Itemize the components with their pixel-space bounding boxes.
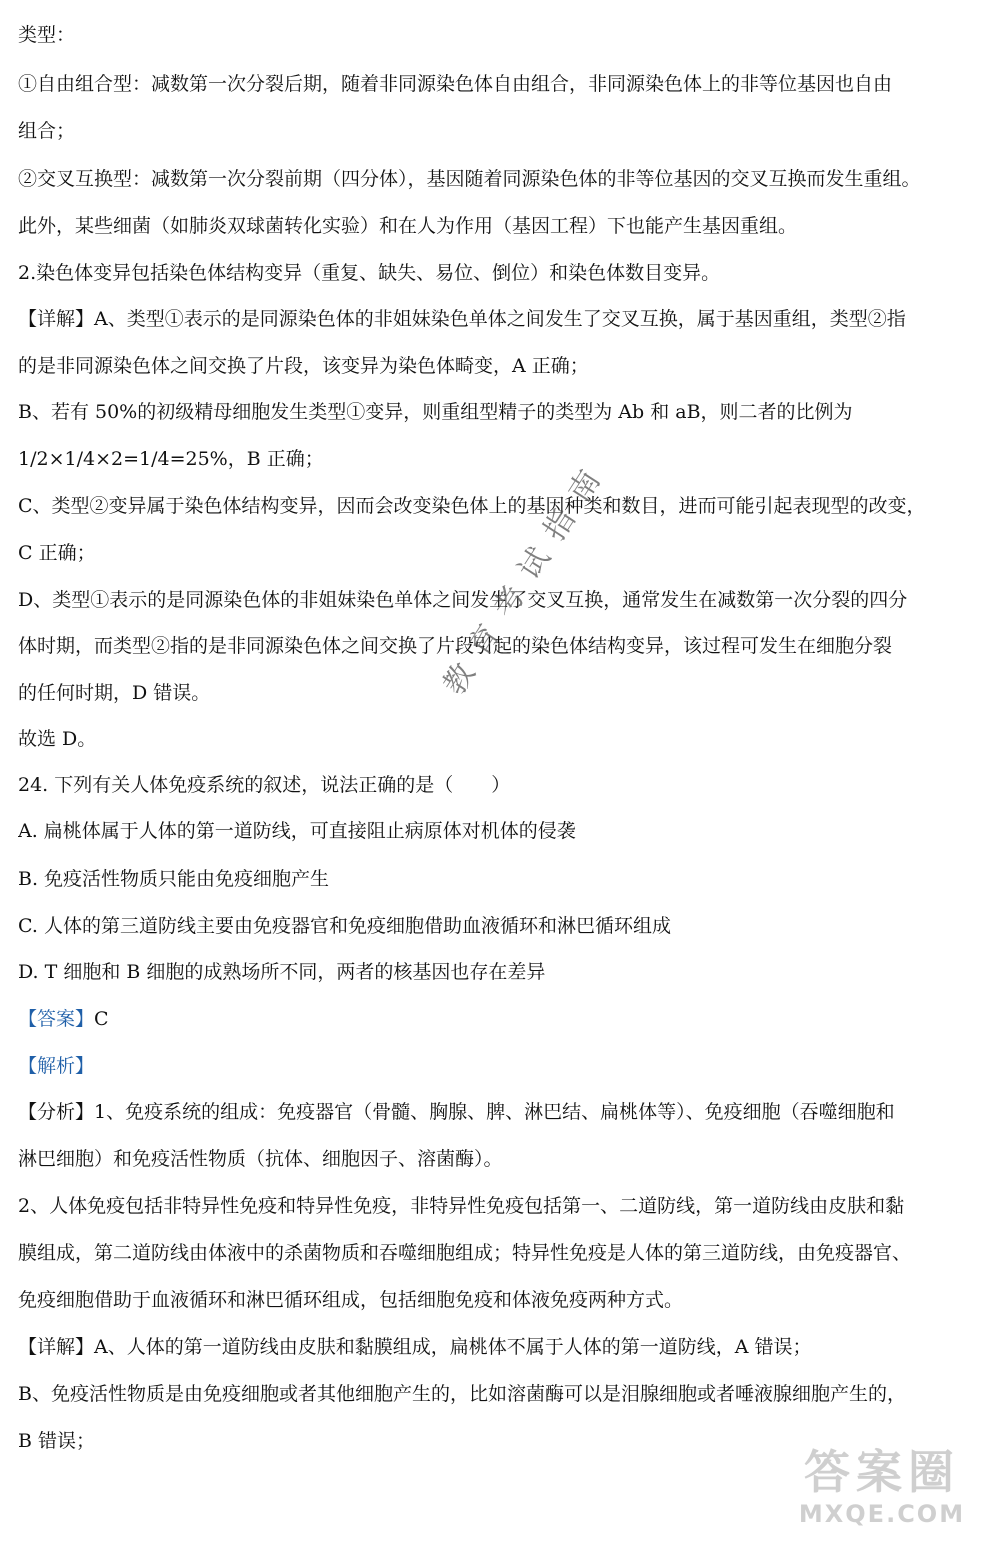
option-b: B. 免疫活性物质只能由免疫细胞产生 xyxy=(18,868,330,890)
analysis-tag: 【分析】 xyxy=(18,1101,95,1123)
text-line: 此外，某些细菌（如肺炎双球菌转化实验）和在人为作用（基因工程）下也能产生基因重组。 xyxy=(18,215,798,237)
text-line: 膜组成，第二道防线由体液中的杀菌物质和吞噬细胞组成；特异性免疫是人体的第三道防线，由免疫器官、 xyxy=(18,1242,912,1264)
text-line: 的任何时期，D 错误。 xyxy=(18,682,211,704)
question-stem: 24. 下列有关人体免疫系统的叙述，说法正确的是（ ） xyxy=(18,774,511,796)
text-line: 组合； xyxy=(18,120,76,142)
text-line: 2、人体免疫包括非特异性免疫和特异性免疫，非特异性免疫包括第一、二道防线，第一道防线由皮肤和黏 xyxy=(18,1195,905,1217)
text-line: 1/2×1/4×2=1/4=25%，B 正确； xyxy=(18,448,324,470)
option-d: D. T 细胞和 B 细胞的成熟场所不同，两者的核基因也存在差异 xyxy=(18,961,546,983)
text-line: 故选 D。 xyxy=(18,728,97,750)
text-line: 淋巴细胞）和免疫活性物质（抗体、细胞因子、溶菌酶）。 xyxy=(18,1148,503,1170)
text-line: 【详解】A、人体的第一道防线由皮肤和黏膜组成，扁桃体不属于人体的第一道防线，A 错误； xyxy=(18,1336,812,1358)
text-line: D、类型①表示的是同源染色体的非姐妹染色单体之间发生了交叉互换，通常发生在减数第一次分裂的四分 xyxy=(18,589,908,611)
explain-line xyxy=(18,1053,986,1079)
diagonal-watermark: 教育考试指南 xyxy=(436,450,617,702)
detail-tag: 【详解】 xyxy=(18,308,95,330)
answer-tag: 【答案】 xyxy=(18,1008,95,1030)
answer-line: 【答案】C xyxy=(18,1008,109,1030)
text-line: 类型： xyxy=(18,24,76,46)
option-c: C. 人体的第三道防线主要由免疫器官和免疫细胞借助血液循环和淋巴循环组成 xyxy=(18,915,671,937)
text-line: ①自由组合型：减数第一次分裂后期，随着非同源染色体自由组合，非同源染色体上的非等位基因也自由 xyxy=(18,73,893,95)
watermark-logo-text: 答案圈 xyxy=(804,1445,960,1499)
text-line: B、免疫活性物质是由免疫细胞或者其他细胞产生的，比如溶菌酶可以是泪腺细胞或者唾液腺细胞产生的， xyxy=(18,1383,906,1405)
text-line: 的是非同源染色体之间交换了片段，该变异为染色体畸变，A 正确； xyxy=(18,355,589,377)
text-line: 【详解】A、类型①表示的是同源染色体的非姐妹染色单体之间发生了交叉互换，属于基因重组，类型②指 xyxy=(18,308,906,330)
text-line: 体时期，而类型②指的是非同源染色体之间交换了片段引起的染色体结构变异，该过程可发生在细胞分裂 xyxy=(18,635,893,657)
text-line: 2.染色体变异包括染色体结构变异（重复、缺失、易位、倒位）和染色体数目变异。 xyxy=(18,262,721,284)
detail-tag: 【详解】 xyxy=(18,1336,95,1358)
text-line: 免疫细胞借助于血液循环和淋巴循环组成，包括细胞免疫和体液免疫两种方式。 xyxy=(18,1289,684,1311)
text-line: ②交叉互换型：减数第一次分裂前期（四分体），基因随着同源染色体的非等位基因的交叉互换而发生重组。 xyxy=(18,168,921,190)
option-a: A. 扁桃体属于人体的第一道防线，可直接阻止病原体对机体的侵袭 xyxy=(18,820,576,842)
corner-watermark-logo xyxy=(782,1444,982,1544)
text-line: C、类型②变异属于染色体结构变异，因而会改变染色体上的基因种类和数目，进而可能引起表现型的改变， xyxy=(18,495,926,517)
text-line: B 错误； xyxy=(18,1430,96,1452)
text-line: 【分析】1、免疫系统的组成：免疫器官（骨髓、胸腺、脾、淋巴结、扁桃体等）、免疫细胞（吞噬细胞和 xyxy=(18,1101,895,1123)
watermark-url: MXQE.COM xyxy=(798,1500,966,1528)
text-line: C 正确； xyxy=(18,542,96,564)
explain-tag: 【解析】 xyxy=(18,1055,95,1077)
text-line: B、若有 50%的初级精母细胞发生类型①变异，则重组型精子的类型为 Ab 和 aB，则二者的比例为 xyxy=(18,401,853,423)
